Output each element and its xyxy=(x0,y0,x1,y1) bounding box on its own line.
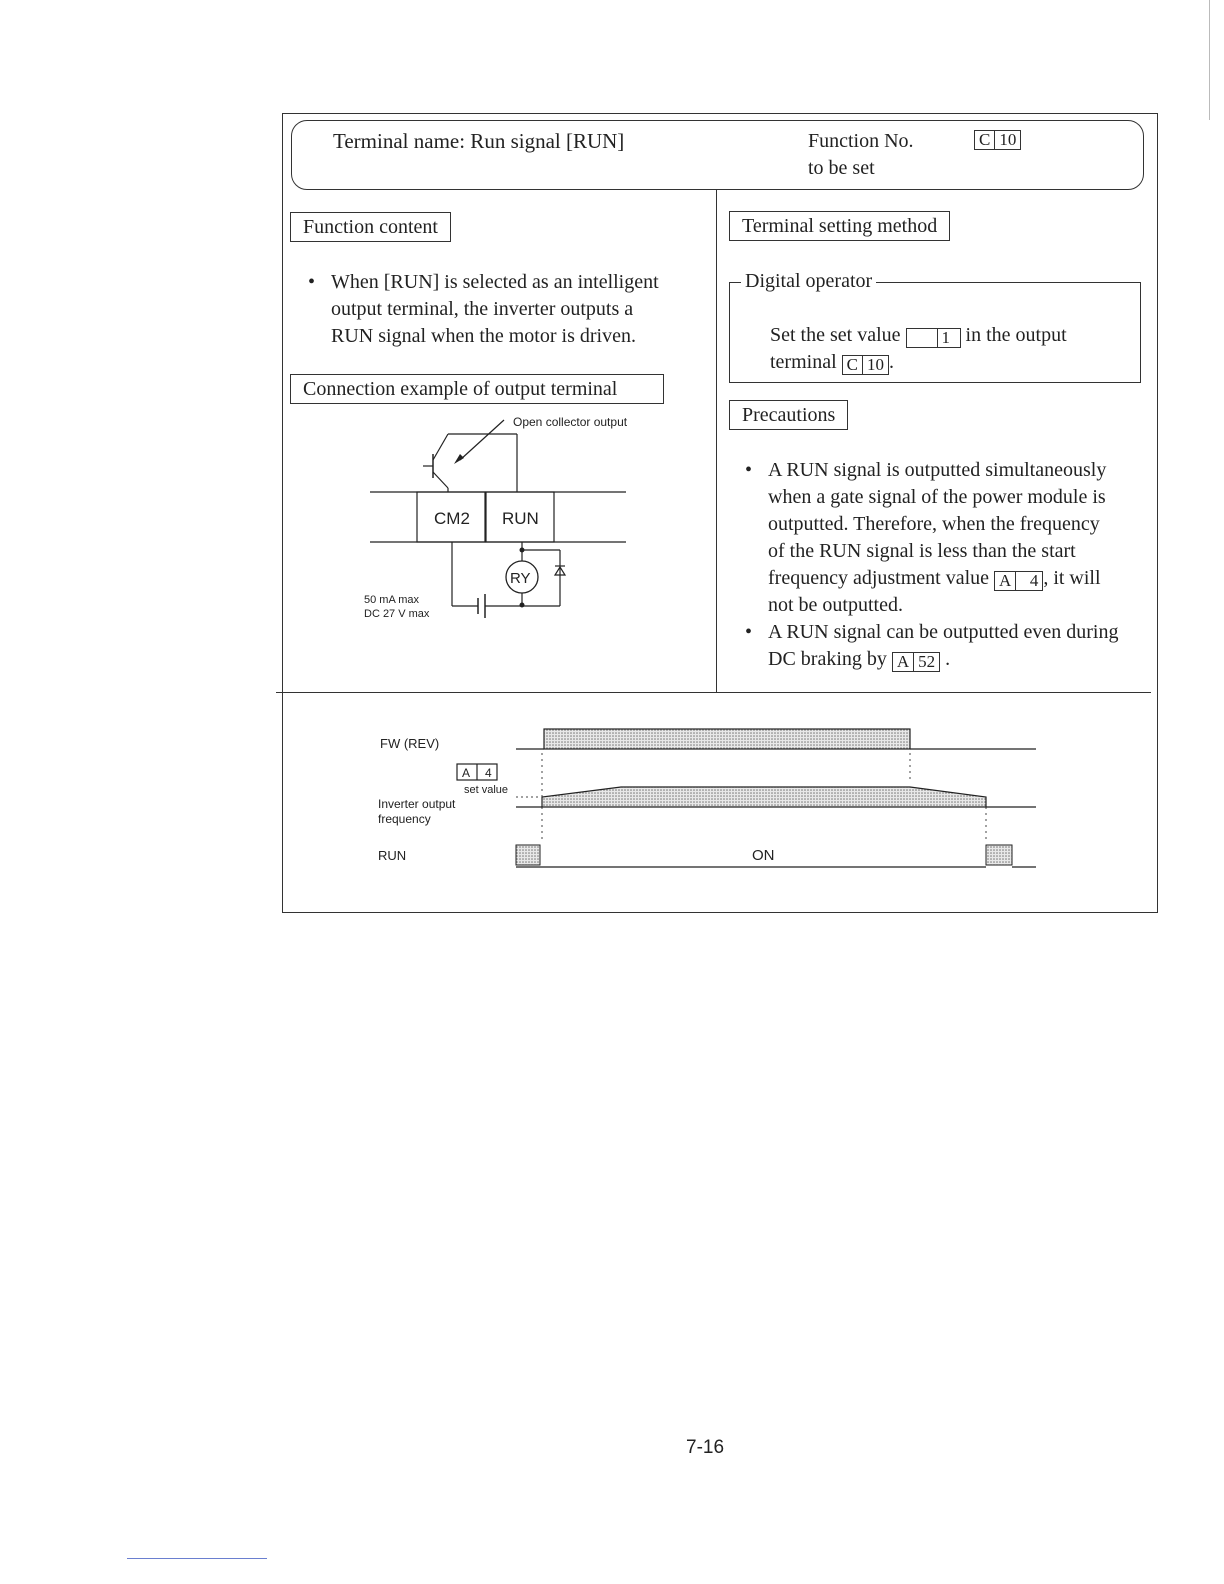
set-line-1: Set the set value 1 in the output xyxy=(770,324,1067,347)
bullet-dot: • xyxy=(308,271,316,293)
to-be-set-label: to be set xyxy=(808,157,875,179)
current-max-label: 50 mA max xyxy=(364,594,420,606)
function-no-label: Function No. xyxy=(808,130,914,152)
precaution-line-7: A RUN signal can be outputted even during xyxy=(768,621,1119,643)
function-line-2: output terminal, the inverter outputs a xyxy=(331,298,634,320)
connection-example-label: Connection example of output terminal xyxy=(290,374,664,404)
precautions-label: Precautions xyxy=(729,400,848,430)
precaution-bullet-1: • xyxy=(745,459,753,481)
relay-label: RY xyxy=(510,570,531,587)
footer-rule xyxy=(127,1558,267,1559)
function-content-label: Function content xyxy=(290,212,451,242)
precaution-bullet-2: • xyxy=(745,621,753,643)
set-value-label: set value xyxy=(464,784,509,796)
freq-waveform xyxy=(542,787,986,807)
run-pulse-left xyxy=(516,845,540,865)
frequency-label: frequency xyxy=(378,812,431,826)
precaution-line-5: frequency adjustment value A 4 , it will xyxy=(768,567,1101,590)
precaution-line-2: when a gate signal of the power module is xyxy=(768,486,1106,508)
a4-code-a: A xyxy=(462,766,471,780)
label-leader xyxy=(460,420,504,460)
circuit-diagram xyxy=(360,408,650,628)
digital-operator-title: Digital operator xyxy=(741,271,876,291)
precaution-line-8: DC braking by A 52 . xyxy=(768,648,951,671)
leader-arrow xyxy=(454,454,464,464)
on-label: ON xyxy=(752,847,775,864)
open-collector-label: Open collector output xyxy=(513,415,628,429)
precaution-line-3: outputted. Therefore, when the frequency xyxy=(768,513,1100,535)
voltage-max-label: DC 27 V max xyxy=(364,608,430,620)
cm2-label: CM2 xyxy=(434,509,470,528)
function-line-1: When [RUN] is selected as an intelligent xyxy=(331,271,659,293)
set-line-2: terminal C 10 . xyxy=(770,351,894,374)
fw-label: FW (REV) xyxy=(380,736,440,751)
terminal-name: Terminal name: Run signal [RUN] xyxy=(333,129,625,153)
a4-code-4: 4 xyxy=(485,766,492,780)
function-code-box: C 10 xyxy=(974,130,1021,150)
inverter-output-label: Inverter output xyxy=(378,797,456,811)
fw-high-pulse xyxy=(544,729,910,749)
setting-method-label: Terminal setting method xyxy=(729,211,950,241)
precaution-line-4: of the RUN signal is less than the start xyxy=(768,540,1076,562)
transistor-emitter xyxy=(433,472,448,488)
precaution-line-6: not be outputted. xyxy=(768,594,903,616)
run-terminal-label: RUN xyxy=(502,509,539,528)
precaution-line-1: A RUN signal is outputted simultaneously xyxy=(768,459,1107,481)
transistor-collector xyxy=(433,434,448,460)
run-pulse-right xyxy=(986,845,1012,865)
run-signal-label: RUN xyxy=(378,848,407,863)
scan-edge-line xyxy=(1209,0,1210,120)
junction-bottom xyxy=(520,603,525,608)
timing-chart xyxy=(276,693,1151,911)
function-line-3: RUN signal when the motor is driven. xyxy=(331,325,636,347)
page-number: 7-16 xyxy=(686,1437,725,1458)
column-divider xyxy=(716,190,717,692)
